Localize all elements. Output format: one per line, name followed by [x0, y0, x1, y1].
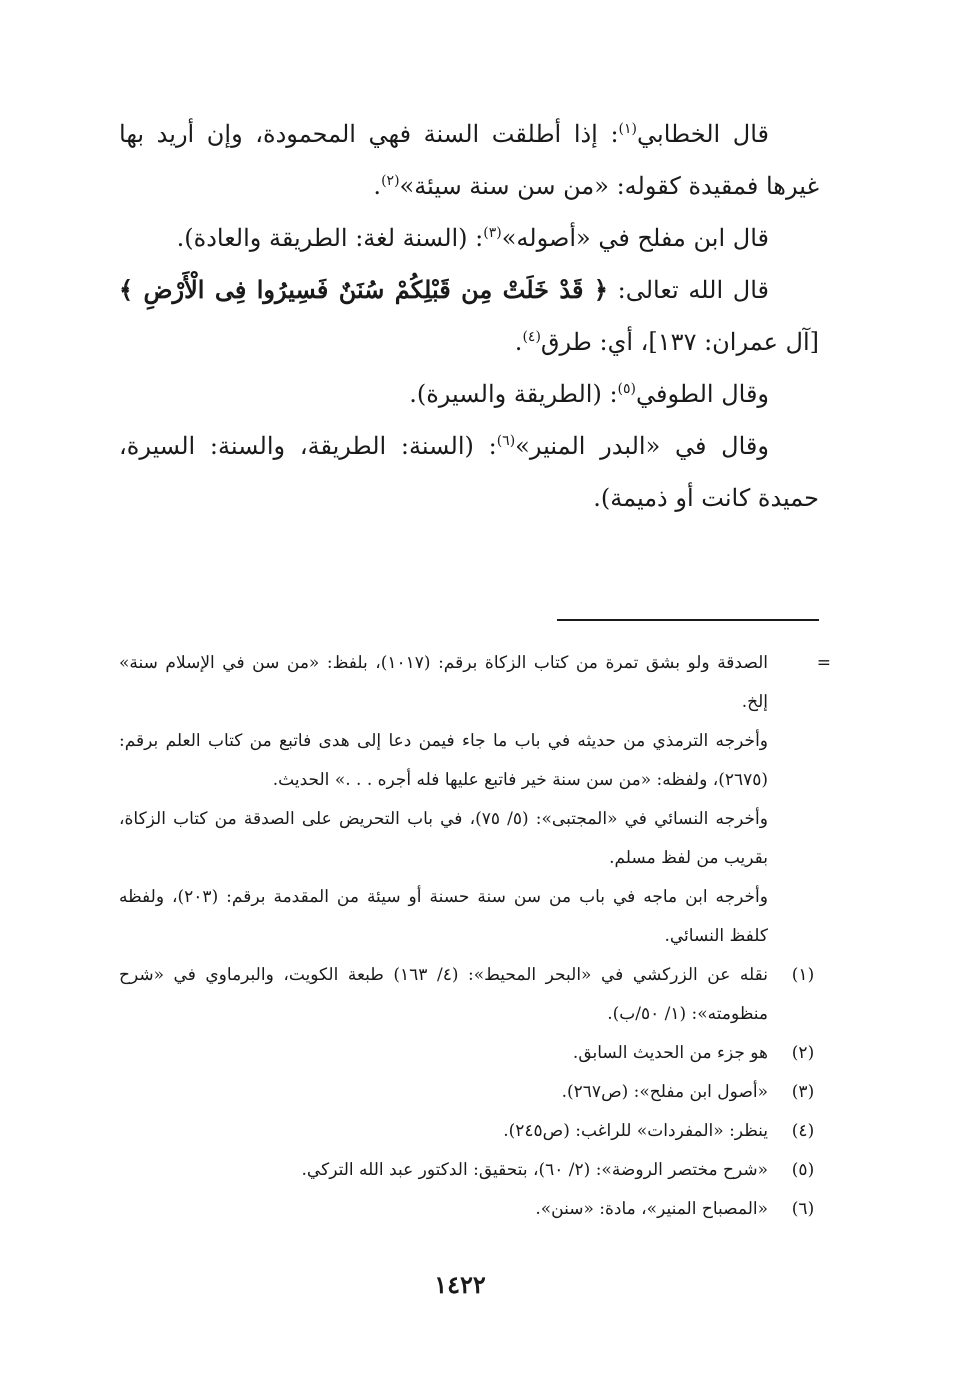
footnote-text: «المصباح المنير»، مادة: «سنن». [535, 1199, 768, 1219]
footnote-text: هو جزء من الحديث السابق. [572, 1043, 768, 1063]
text-run: قال ابن مفلح في «أصوله» [501, 224, 769, 252]
footnote-number: (٣) [791, 1082, 815, 1102]
footnote-ref[interactable]: (٣) [483, 225, 502, 241]
footnote-2 [119, 1034, 823, 1073]
text-run: وقال في «البدر المنير» [515, 432, 769, 460]
footnotes-section [119, 644, 831, 1229]
footnote-ref[interactable]: (١) [618, 121, 638, 137]
footnote-ref[interactable]: (٥) [617, 381, 637, 397]
text-run: قال الخطابي [637, 120, 770, 148]
footnote-number: (١) [791, 965, 815, 985]
footnote-paragraph: وأخرجه الترمذي من حديثه في باب ما جاء فيمن دعا إلى هدى فاتبع من كتاب العلم برقم: (٢٦٧٥)، ولفظه: «من سن سنة خير فاتبع عليها فله أجره . . .» الحديث. [119, 731, 768, 790]
footnote-number: (٤) [791, 1121, 815, 1141]
text-run: . [373, 172, 382, 200]
continuation-mark: = [816, 653, 831, 673]
text-run: : (الطريقة والسيرة). [409, 380, 618, 408]
footnote-4 [119, 1112, 823, 1151]
footnote-number: (٥) [791, 1160, 815, 1180]
footnote-ref[interactable]: (٦) [496, 433, 516, 449]
text-run: وقال الطوفي [636, 380, 769, 408]
paragraph-ibn-muflih [119, 212, 819, 264]
quran-verse: ﴿ قَدْ خَلَتْ مِن قَبْلِكُمْ سُنَنٌ فَسِيرُوا فِى الْأَرْضِ ﴾ [119, 275, 608, 304]
footnote-separator [557, 619, 819, 621]
footnote-ref[interactable]: (٤) [522, 329, 541, 345]
footnote-paragraph: وأخرجه النسائي في «المجتبى»: (٥/ ٧٥)، في باب التحريض على الصدقة من كتاب الزكاة، بقريب من لفظ مسلم. [119, 809, 768, 868]
paragraph-tufi [119, 368, 819, 420]
footnote-text: «أصول ابن مفلح»: (ص٢٦٧). [561, 1082, 768, 1102]
footnote-1 [119, 956, 823, 1034]
footnote-paragraph: الصدقة ولو بشق تمرة من كتاب الزكاة برقم: (١٠١٧)، بلفظ: «من سن في الإسلام سنة» إلخ. [119, 653, 768, 712]
text-run: قال الله تعالى: [607, 276, 770, 304]
footnote-number: (٢) [791, 1043, 815, 1063]
footnote-number: (٦) [791, 1199, 815, 1219]
paragraph-badr-munir [119, 420, 819, 524]
main-text [119, 108, 819, 524]
text-run: [آل عمران: ١٣٧]، أي: طرق [540, 328, 819, 356]
text-run: : إذا أطلقت السنة فهي المحمودة، وإن أريد بها غيرها فمقيدة كقوله: «من سن سنة سيئة» [119, 120, 819, 200]
page-number: ١٤٢٢ [434, 1270, 486, 1299]
footnote-ref[interactable]: (٢) [381, 173, 400, 189]
text-run: . [514, 328, 523, 356]
paragraph-quran-verse [119, 264, 819, 368]
footnote-5 [119, 1151, 823, 1190]
footnote-text: نقله عن الزركشي في «البحر المحيط»: (٤/ ١٦٣) طبعة الكويت، والبرماوي في «شرح منظومته»: (١/ ٥٠/ب). [119, 965, 768, 1024]
footnote-paragraph: وأخرجه ابن ماجه في باب من سن سنة حسنة أو سيئة من المقدمة برقم: (٢٠٣)، ولفظه كلفظ النسائي. [119, 887, 768, 946]
text-run: : (السنة: الطريقة، والسنة: السيرة، حميدة كانت أو ذميمة). [119, 432, 819, 512]
footnote-text: «شرح مختصر الروضة»: (٢/ ٦٠)، بتحقيق: الدكتور عبد الله التركي. [301, 1160, 768, 1180]
footnote-text: ينظر: «المفردات» للراغب: (ص٢٤٥). [503, 1121, 768, 1141]
text-run: : (السنة لغة: الطريقة والعادة). [176, 224, 484, 252]
footnote-3 [119, 1073, 823, 1112]
paragraph-khattabi [119, 108, 819, 212]
footnote-6 [119, 1190, 823, 1229]
footnote-continuation [119, 644, 831, 956]
